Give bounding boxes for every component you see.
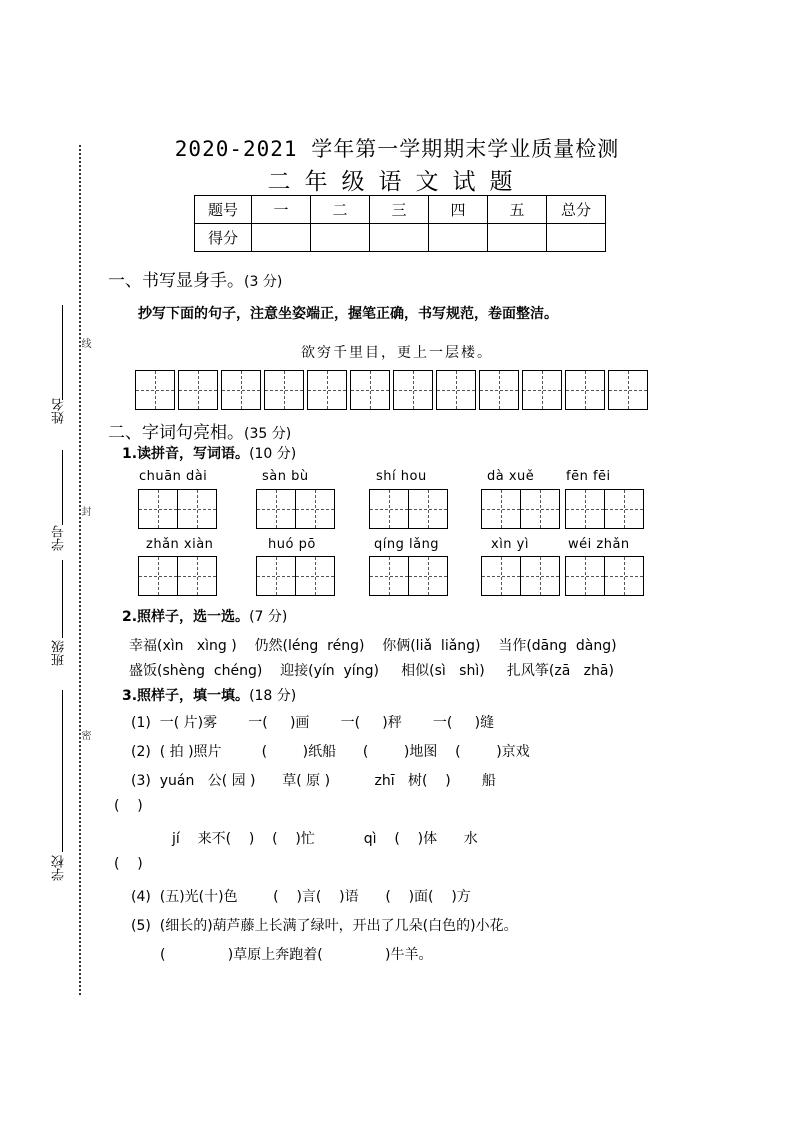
writing-cell[interactable]	[178, 370, 218, 410]
q3-title: 3.照样子，填一填。	[122, 688, 250, 704]
writing-cell[interactable]	[479, 370, 519, 410]
table-cell: 四	[429, 196, 488, 224]
score-table	[194, 195, 606, 252]
word-grid[interactable]	[139, 556, 217, 596]
exam-subtitle: 二年级语文试题	[267, 169, 527, 195]
section2-title: 二、字词句亮相。	[108, 423, 244, 443]
score-table-header-row	[195, 196, 606, 224]
q3-line-3: (3) yuán 公( 园 ) 草( 原 ) zhī 树( ) 船	[131, 773, 496, 789]
word-grid[interactable]	[257, 556, 335, 596]
section2-heading	[108, 418, 291, 443]
section1-points: (3 分)	[244, 274, 283, 290]
pinyin-label: fēn fēi	[566, 469, 611, 484]
word-grid[interactable]	[370, 489, 448, 529]
q2-title: 2.照样子，选一选。	[122, 609, 250, 625]
writing-cell[interactable]	[481, 556, 521, 596]
writing-cell[interactable]	[604, 556, 644, 596]
id-underline	[62, 450, 63, 525]
writing-cell[interactable]	[608, 370, 648, 410]
q1-heading	[122, 443, 296, 463]
writing-cell[interactable]	[256, 556, 296, 596]
writing-cell[interactable]	[295, 489, 335, 529]
section1-title: 一、书写显身手。	[108, 271, 244, 291]
word-grid[interactable]	[139, 489, 217, 529]
q3-line-7: (4) (五)光(十)色 ( )言( )语 ( )面( )方	[131, 889, 471, 905]
pinyin-label: huó pō	[268, 537, 316, 552]
table-cell: 二	[311, 196, 370, 224]
class-underline	[62, 560, 63, 638]
writing-cell[interactable]	[295, 556, 335, 596]
cut-mark-line: 线	[79, 338, 90, 348]
word-grid[interactable]	[482, 489, 560, 529]
writing-cell[interactable]	[177, 489, 217, 529]
writing-cell[interactable]	[264, 370, 304, 410]
word-grid[interactable]	[370, 556, 448, 596]
q2-heading	[122, 606, 287, 626]
word-grid[interactable]	[257, 489, 335, 529]
pinyin-label: zhǎn xiàn	[146, 537, 214, 552]
writing-cell[interactable]	[436, 370, 476, 410]
school-underline	[62, 690, 63, 852]
section2-points: (35 分)	[244, 426, 292, 442]
score-input-cell[interactable]	[547, 224, 606, 252]
q3-line-4: ( )	[114, 798, 143, 814]
score-input-cell[interactable]	[311, 224, 370, 252]
pinyin-label: wéi zhǎn	[568, 537, 630, 552]
class-label: 班级	[52, 640, 67, 666]
writing-cell[interactable]	[565, 370, 605, 410]
writing-cell[interactable]	[138, 556, 178, 596]
pinyin-label: xìn yì	[491, 537, 529, 552]
table-cell: 得分	[195, 224, 252, 252]
table-cell: 题号	[195, 196, 252, 224]
table-cell: 一	[252, 196, 311, 224]
writing-cell[interactable]	[138, 489, 178, 529]
copy-sentence: 欲穷千里目，更上一层楼。	[301, 345, 493, 361]
writing-cell[interactable]	[393, 370, 433, 410]
word-grid[interactable]	[566, 556, 644, 596]
section1-instruction: 抄写下面的句子，注意坐姿端正，握笔正确，书写规范，卷面整洁。	[138, 306, 558, 322]
score-input-cell[interactable]	[429, 224, 488, 252]
school-label: 学校	[52, 855, 67, 881]
writing-cell[interactable]	[520, 556, 560, 596]
q2-line-2: 盛饭(shèng chéng) 迎接(yín yíng) 相似(sì shì) 扎风筝(zā zhā)	[129, 663, 614, 679]
q3-line-1: (1) 一( 片)雾 一( )画 一( )秤 一( )缝	[131, 715, 495, 731]
writing-cell[interactable]	[522, 370, 562, 410]
q2-points: (7 分)	[249, 609, 288, 625]
pinyin-label: shí hou	[376, 469, 427, 484]
writing-cell[interactable]	[565, 489, 605, 529]
cut-mark-seal: 封	[79, 506, 90, 516]
pinyin-label: sàn bù	[262, 469, 309, 484]
cut-mark-dense: 密	[79, 730, 90, 740]
writing-cell[interactable]	[408, 489, 448, 529]
table-cell: 五	[488, 196, 547, 224]
writing-cell[interactable]	[565, 556, 605, 596]
writing-cell[interactable]	[135, 370, 175, 410]
writing-cell[interactable]	[256, 489, 296, 529]
q3-line-6: ( )	[114, 856, 143, 872]
score-input-cell[interactable]	[488, 224, 547, 252]
exam-title: 2020-2021 学年第一学期期末学业质量检测	[174, 137, 620, 161]
writing-cell[interactable]	[408, 556, 448, 596]
writing-cell[interactable]	[369, 556, 409, 596]
pinyin-label: chuān dài	[139, 469, 208, 484]
writing-cell[interactable]	[604, 489, 644, 529]
copy-writing-grid[interactable]	[135, 370, 651, 410]
writing-cell[interactable]	[520, 489, 560, 529]
word-grid[interactable]	[566, 489, 644, 529]
q2-line-1: 幸福(xìn xìng ) 仍然(léng réng) 你俩(liǎ liǎng) 当作(dāng dàng)	[129, 638, 617, 654]
writing-cell[interactable]	[221, 370, 261, 410]
binding-dotted-line	[79, 145, 81, 995]
q1-points: (10 分)	[249, 446, 297, 462]
writing-cell[interactable]	[481, 489, 521, 529]
q3-line-8: (5) (细长的)葫芦藤上长满了绿叶，开出了几朵(白色的)小花。	[131, 918, 518, 934]
writing-cell[interactable]	[369, 489, 409, 529]
score-input-cell[interactable]	[252, 224, 311, 252]
q3-points: (18 分)	[249, 688, 297, 704]
score-input-cell[interactable]	[370, 224, 429, 252]
q3-line-9: ( )草原上奔跑着( )牛羊。	[160, 947, 433, 963]
section1-heading	[108, 266, 282, 291]
pinyin-label: qíng lǎng	[374, 537, 440, 552]
writing-cell[interactable]	[307, 370, 347, 410]
name-label: 姓名	[52, 398, 67, 424]
writing-cell[interactable]	[350, 370, 390, 410]
table-cell: 总分	[547, 196, 606, 224]
q1-title: 1.读拼音，写词语。	[122, 446, 250, 462]
id-label: 学号	[52, 525, 67, 551]
q3-heading	[122, 685, 296, 705]
word-grid[interactable]	[482, 556, 560, 596]
score-table-score-row	[195, 224, 606, 252]
q3-line-2: (2) ( 拍 )照片 ( )纸船 ( )地图 ( )京戏	[131, 744, 530, 760]
pinyin-label: dà xuě	[487, 469, 535, 484]
writing-cell[interactable]	[177, 556, 217, 596]
table-cell: 三	[370, 196, 429, 224]
q3-line-5: jí 来不( ) ( )忙 qì ( )体 水	[172, 831, 478, 847]
